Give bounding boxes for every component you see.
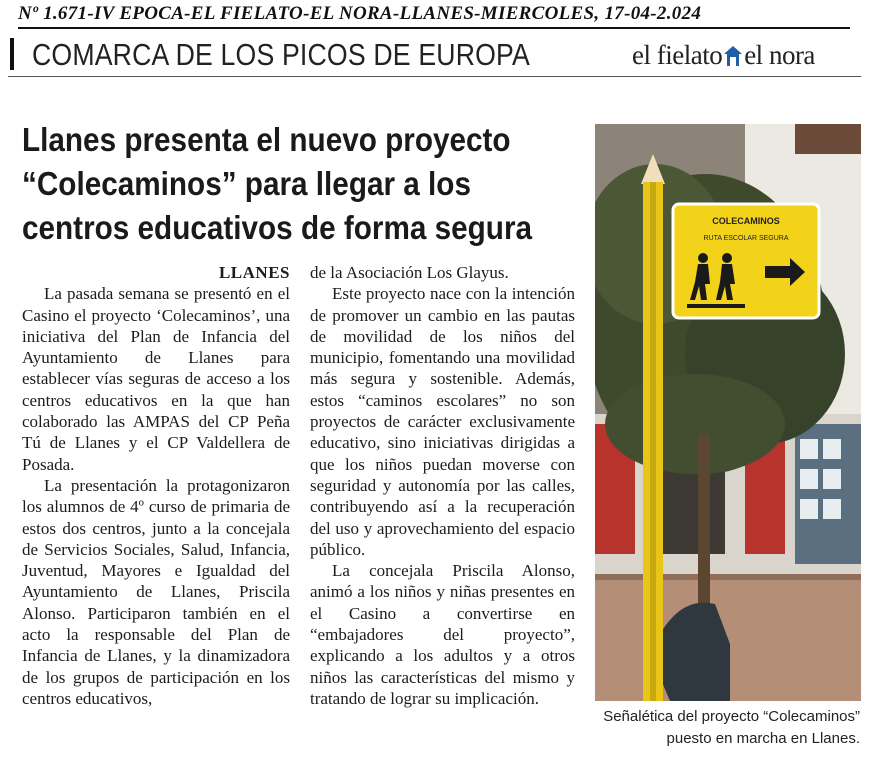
sign-title: COLECAMINOS <box>712 216 780 226</box>
section-title: COMARCA DE LOS PICOS DE EUROPA <box>32 37 530 72</box>
paragraph: Este proyecto nace con la intención de promover un cambio en las pautas de movilidad de los niños del municipio, fomentando una movilidad más segura y sostenible. Además, estos “caminos escolares” no son proyectos de carácter exclusivamente educativo, sino iniciativas dirigidas a que los niños puedan moverse con seguridad y autonomía por las calles, contribuyendo así a la recuperación del uso y aprovechamiento del espacio público. <box>310 284 575 559</box>
article-column-1 <box>22 262 290 709</box>
house-icon <box>723 41 743 75</box>
section-divider <box>8 76 861 77</box>
caption-line: Señalética del proyecto “Colecaminos” <box>603 708 860 725</box>
caption-line: puesto en marcha en Llanes. <box>666 730 860 747</box>
paragraph: La presentación la protagonizaron los alumnos de 4º curso de primaria de estos dos centros, junto a la concejala de Servicios Sociales, Salud, Infancia, Juventud, Mayores e Igualdad del Ayuntamiento de Llanes, Priscila Alonso. Participaron también en el acto la responsable del Plan de Infancia de Llanes, y la dinamizadora de los grupos de participación en los centros educativos, <box>22 475 290 708</box>
headline-line: centros educativos de forma segura <box>22 209 533 246</box>
article-column-2 <box>310 262 575 709</box>
sign-subtitle: RUTA ESCOLAR SEGURA <box>703 235 789 242</box>
headline-line: “Colecaminos” para llegar a los <box>22 165 471 202</box>
article-headline <box>22 118 533 250</box>
dateline: LLANES <box>218 263 290 282</box>
paragraph-continuation: de la Asociación Los Glayus. <box>310 263 509 282</box>
masthead-line: Nº 1.671-IV EPOCA-EL FIELATO-EL NORA-LLANES-MIERCOLES, 17-04-2.024 <box>18 3 702 24</box>
newspaper-logo <box>632 38 862 72</box>
article-photo <box>595 124 861 701</box>
headline-line: Llanes presenta el nuevo proyecto <box>22 121 511 158</box>
paragraph: La pasada semana se presentó en el Casino el proyecto ‘Colecaminos’, una iniciativa del Plan de Infancia del Ayuntamiento de Llanes para establecer vías seguras de acceso a los centros educativos en la que han colaborado las AMPAS del CP Peña Tú de Llanes y el CP Valdellera de Posada. <box>22 284 290 474</box>
paragraph: La concejala Priscila Alonso, animó a los niños y niñas presentes en el Casino a convertirse en “embajadores del proyecto”, explicando a los adultos y a otros niños las características del mismo y tratando de lograr su implicación. <box>310 561 575 708</box>
masthead-divider <box>18 27 850 29</box>
logo-part-1: el fielato <box>632 40 723 70</box>
photo-caption <box>595 706 860 750</box>
logo-part-2: el nora <box>744 40 815 70</box>
section-marker <box>10 38 14 70</box>
